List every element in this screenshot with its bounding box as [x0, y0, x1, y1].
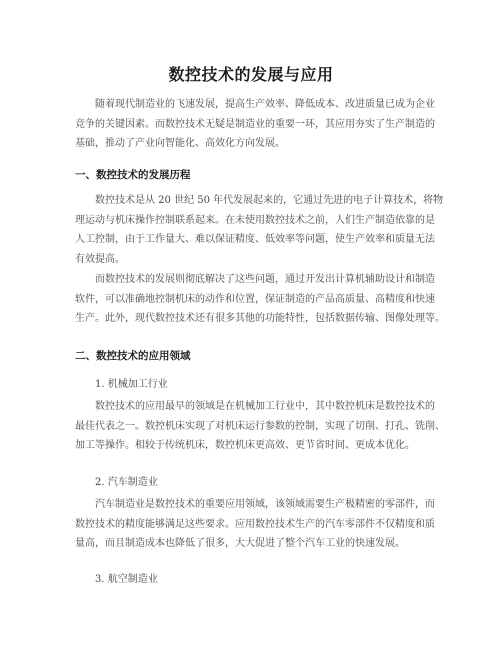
paragraph-line: 数控技术的应用最早的领域是在机械加工行业中，其中数控机床是数控技术的 [95, 401, 435, 412]
paragraph-line: 理运动与机床操作控制联系起来。在未使用数控技术之前，人们生产制造依靠的是 [75, 214, 435, 226]
paragraph-line: 加工等操作。相较于传统机床，数控机床更高效、更节省时间、更成本优化。 [75, 440, 415, 452]
section1-paragraph-1 [75, 191, 444, 270]
paragraph-line: 软件，可以准确地控制机床的动作和位置，保证制造的产品高质量、高精度和快速 [75, 293, 435, 305]
paragraph-line: 量高，而且制造成本也降低了很多，大大促进了整个汽车工业的快速发展。 [75, 538, 405, 550]
paragraph-line: 竞争的关键因素。而数控技术无疑是制造业的重要一环，其应用夯实了生产制造的 [75, 118, 435, 130]
paragraph-line: 人工控制，由于工作量大、难以保证精度、低效率等问题，使生产效率和质量无法 [75, 234, 435, 246]
intro-paragraph [75, 95, 435, 154]
document-title: 数控技术的发展与应用 [168, 65, 334, 84]
paragraph-line: 最佳代表之一。数控机床实现了对机床运行参数的控制，实现了切削、打孔、铣削、 [75, 420, 445, 432]
paragraph-line: 基础，推动了产业向智能化、高效化方向发展。 [75, 138, 285, 150]
section1-paragraph-2 [75, 270, 445, 329]
subheading-aviation: 3. 航空制造业 [95, 574, 158, 585]
paragraph-line: 汽车制造业是数控技术的重要应用领域，该领域需要生产极精密的零部件，而 [95, 499, 435, 510]
section-heading-1: 一、数控技术的发展历程 [75, 169, 191, 181]
paragraph-line: 有效提高。 [75, 254, 125, 266]
paragraph-line: 数控技术是从 20 世纪 50 年代发展起来的，它通过先进的电子计算技术，将物 [95, 195, 444, 206]
automotive-paragraph [75, 495, 435, 554]
paragraph-line: 生产。此外，现代数控技术还有很多其他的功能特性，包括数据传输、图像处理等。 [75, 313, 445, 325]
paragraph-line: 随着现代制造业的飞速发展，提高生产效率、降低成本、改进质量已成为企业 [95, 99, 435, 110]
section-heading-2: 二、数控技术的应用领域 [75, 350, 191, 362]
subheading-mechanical: 1. 机械加工行业 [95, 379, 168, 390]
subheading-automotive: 2. 汽车制造业 [95, 477, 158, 488]
paragraph-line: 而数控技术的发展则彻底解决了这些问题，通过开发出计算机辅助设计和制造 [95, 274, 435, 285]
paragraph-line: 数控技术的精度能够满足这些要求。应用数控技术生产的汽车零部件不仅精度和质 [75, 518, 435, 530]
mechanical-paragraph [75, 397, 445, 456]
